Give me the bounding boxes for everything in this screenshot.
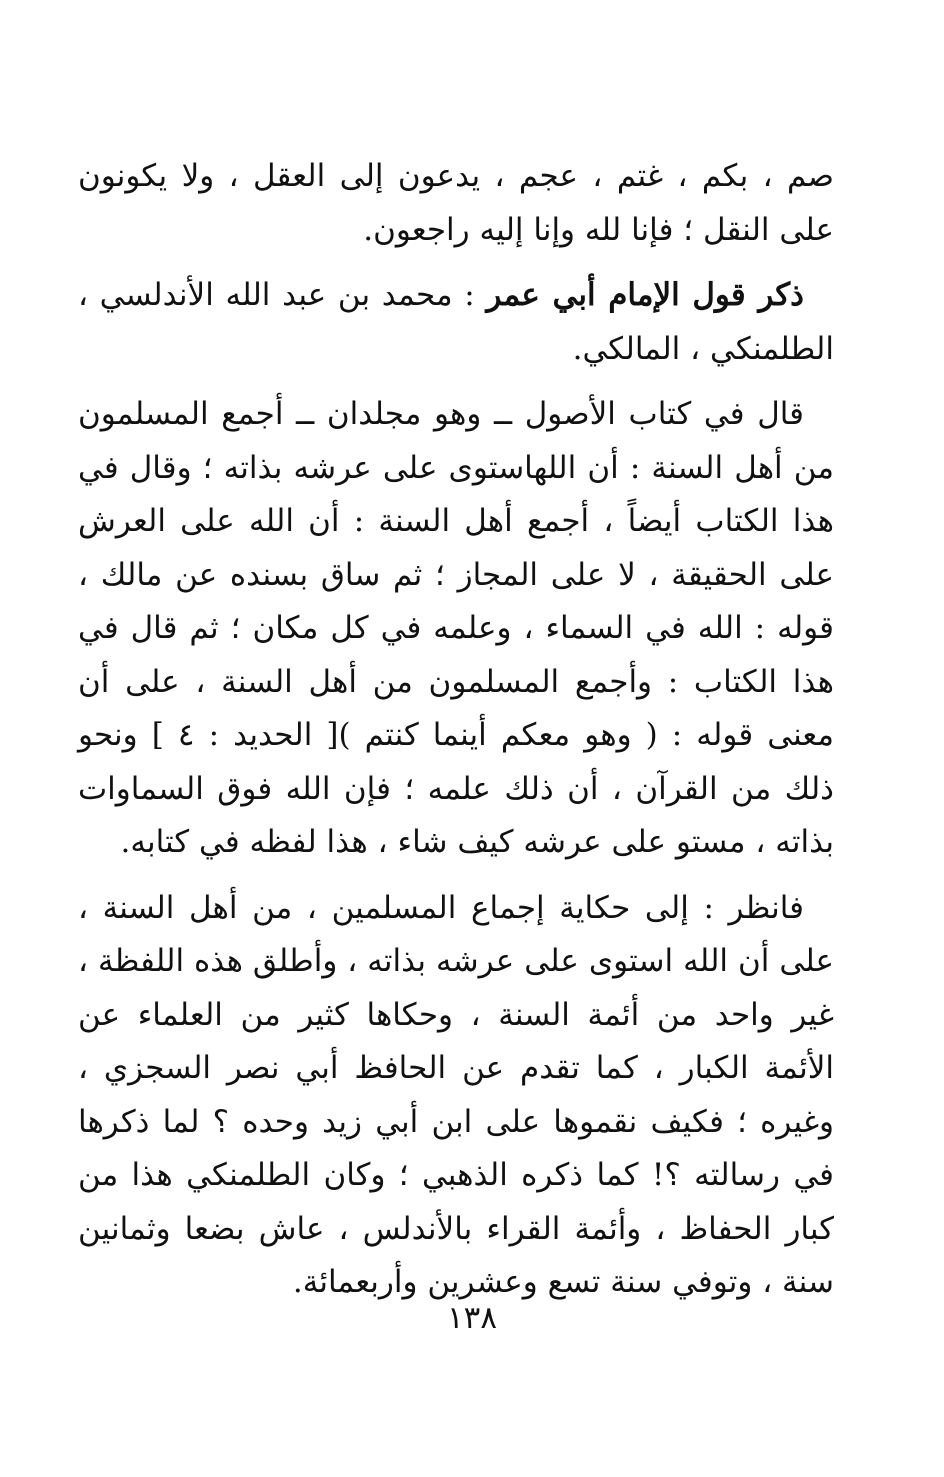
section-heading: ذكر قول الإمام أبي عمر — [486, 277, 804, 313]
section-heading-rest: : محمد بن عبد الله الأندلسي ، الطلمنكي ، المالكي. — [78, 277, 834, 367]
page-number: ١٣٨ — [447, 1300, 497, 1336]
paragraph-4: فانظر : إلى حكاية إجماع المسلمين ، من أهل السنة ، على أن الله استوى على عرشه بذاته ، وأطلق هذه اللفظة ، غير واحد من أئمة السنة ، وحكاها كثير من العلماء عن الأئمة الكبار ، كما تقدم عن الحافظ أبي نصر السجزي ، وغيره ؛ فكيف نقموها على ابن أبي زيد وحده ؟ لما ذكرها في رسالته ؟! كما ذكره الذهبي ؛ وكان الطلمنكي هذا من كبار الحفاظ ، وأئمة القراء بالأندلس ، عاش بضعا وثمانين سنة ، وتوفي سنة تسع وعشرين وأربعمائة. — [78, 889, 834, 1300]
paragraph-1: صم ، بكم ، غتم ، عجم ، يدعون إلى العقل ، ولا يكونون على النقل ؛ فإنا لله وإنا إليه راجعون. — [78, 158, 834, 248]
paragraph-2 — [78, 269, 834, 376]
page-body — [78, 150, 834, 1310]
paragraph-3: قال في كتاب الأصول ــ وهو مجلدان ــ أجمع المسلمون من أهل السنة : أن اللهاستوى على عرشه بذاته ؛ وقال في هذا الكتاب أيضاً ، أجمع أهل السنة : أن الله على العرش على الحقيقة ، لا على المجاز ؛ ثم ساق بسنده عن مالك ، قوله : الله في السماء ، وعلمه في كل مكان ؛ ثم قال في هذا الكتاب : وأجمع المسلمون من أهل السنة ، على أن معنى قوله : ( وهو معكم أينما كنتم )[ الحديد : ٤ ] ونحو ذلك من القرآن ، أن ذلك علمه ؛ فإن الله فوق السماوات بذاته ، مستو على عرشه كيف شاء ، هذا لفظه في كتابه. — [78, 396, 834, 860]
